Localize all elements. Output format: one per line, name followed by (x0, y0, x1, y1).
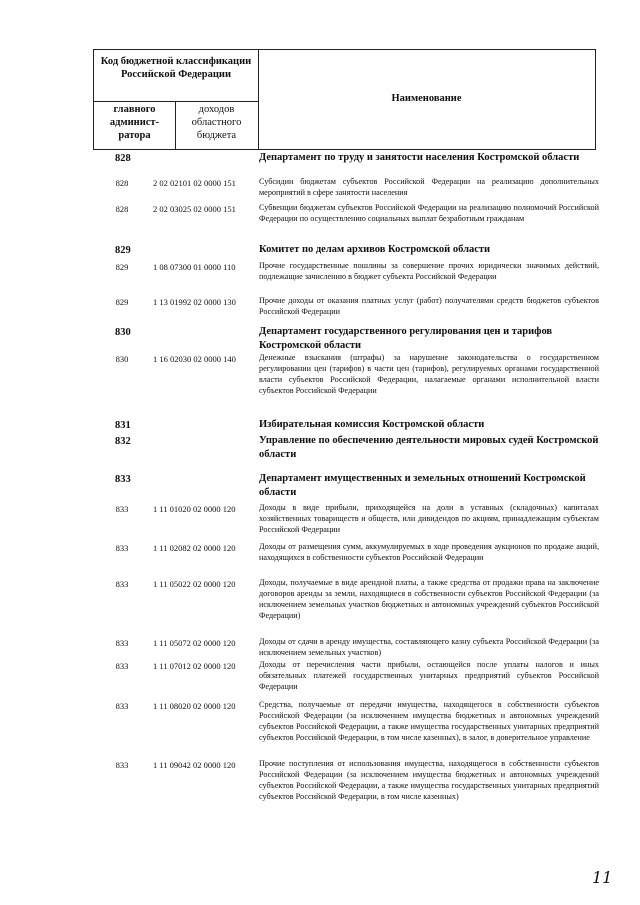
income-code: 1 08 07300 01 0000 110 (153, 262, 236, 272)
income-code: 1 16 02030 02 0000 140 (153, 354, 236, 364)
department-name: Комитет по делам архивов Костромской области (259, 244, 491, 255)
admin-code: 831 (115, 420, 131, 431)
income-name: Денежные взыскания (штрафы) за нарушение законодательства о государственном регулировании цен (тарифов) в части цен (тарифов), регулируемых органами государственной власти субъектов Российской Федерации, налагаемые органами исполнительной власти субъектов Российской Федерации (259, 353, 599, 395)
income-code: 1 11 02082 02 0000 120 (153, 543, 236, 553)
admin-code: 833 (115, 638, 129, 648)
income-code: 1 11 09042 02 0000 120 (153, 760, 236, 770)
admin-code: 832 (115, 436, 131, 447)
income-code: 1 13 01992 02 0000 130 (153, 297, 236, 307)
income-name: Прочие поступления от использования имущества, находящегося в собственности субъектов Российской Федерации (за исключением имущества бюджетных и автономных учреждений субъектов Российской Федерации, а также имущества государственных унитарных предприятий субъектов Российской Федерации, в том числе казенных) (259, 759, 599, 801)
admin-code: 829 (115, 297, 129, 307)
income-name: Доходы от сдачи в аренду имущества, составляющего казну субъекта Российской Федерации (за исключением земельных участков) (259, 637, 599, 657)
income-name: Прочие государственные пошлины за совершение прочих юридически значимых действий, подлежащие зачислению в бюджет субъекта Российской Федерации (259, 261, 599, 281)
admin-code: 828 (115, 153, 131, 164)
admin-code: 829 (115, 262, 129, 272)
income-code: 1 11 08020 02 0000 120 (153, 701, 236, 711)
department-name: Департамент имущественных и земельных отношений Костромской области (259, 473, 586, 498)
header-income-column: доходов областного бюджета (191, 104, 242, 141)
department-name: Департамент государственного регулирования цен и тарифов Костромской области (259, 326, 553, 351)
income-code: 1 11 01020 02 0000 120 (153, 504, 236, 514)
admin-code: 833 (115, 474, 131, 485)
income-name: Доходы в виде прибыли, приходящейся на доли в уставных (складочных) капиталах хозяйственных товариществ и обществ, или дивидендов по акциям, принадлежащим субъектам Российской Федерации (259, 503, 599, 534)
header-name-column: Наименование (391, 93, 462, 104)
admin-code: 833 (115, 579, 129, 589)
admin-code: 833 (115, 504, 129, 514)
income-code: 1 11 05022 02 0000 120 (153, 579, 236, 589)
admin-code: 829 (115, 245, 131, 256)
page-number: 11 (592, 868, 613, 887)
income-name: Прочие доходы от оказания платных услуг (работ) получателями средств бюджетов субъектов Российской Федерации (259, 296, 599, 316)
income-code: 1 11 07012 02 0000 120 (153, 661, 236, 671)
department-name: Управление по обеспечению деятельности мировых судей Костромской области (259, 435, 599, 460)
income-name: Доходы от перечисления части прибыли, остающейся после уплаты налогов и иных обязательных платежей государственных унитарных предприятий субъектов Российской Федерации (259, 660, 599, 691)
income-name: Субсидии бюджетам субъектов Российской Федерации на реализацию дополнительных мероприятий в сфере занятости населения (259, 177, 599, 197)
admin-code: 828 (115, 204, 129, 214)
department-name: Избирательная комиссия Костромской области (259, 419, 485, 430)
income-name: Доходы от размещения сумм, аккумулируемых в ходе проведения аукционов по продаже акций, находящихся в собственности субъектов Российской Федерации (259, 542, 599, 562)
header-code-group: Код бюджетной классификации Российской Федерации (100, 56, 252, 80)
admin-code: 828 (115, 178, 129, 188)
income-code: 2 02 03025 02 0000 151 (153, 204, 236, 214)
admin-code: 830 (115, 327, 131, 338)
income-code: 2 02 02101 02 0000 151 (153, 178, 236, 188)
admin-code: 833 (115, 701, 129, 711)
admin-code: 833 (115, 543, 129, 553)
income-name: Субвенции бюджетам субъектов Российской Федерации на реализацию полномочий Российской Федерации по осуществлению социальных выплат безработным гражданам (259, 203, 599, 223)
header-admin-column: главного админист-ратора (109, 104, 160, 141)
admin-code: 833 (115, 661, 129, 671)
income-name: Доходы, получаемые в виде арендной платы, а также средства от продажи права на заключение договоров аренды за земли, находящиеся в собственности субъектов Российской Федерации (за исключением земельных участков бюджетных и автономных учреждений субъектов Российской Федерации) (259, 578, 599, 620)
department-name: Департамент по труду и занятости населения Костромской области (259, 152, 580, 163)
income-name: Средства, получаемые от передачи имущества, находящегося в собственности субъектов Российской Федерации (за исключением имущества бюджетных и автономных учреждений субъектов Российской Федерации, а также имущества государственных унитарных предприятий субъектов Российской Федерации, в том числе казенных), в залог, в доверительное управление (259, 700, 599, 742)
income-code: 1 11 05072 02 0000 120 (153, 638, 236, 648)
admin-code: 833 (115, 760, 129, 770)
table-header (93, 49, 596, 150)
admin-code: 830 (115, 354, 129, 364)
